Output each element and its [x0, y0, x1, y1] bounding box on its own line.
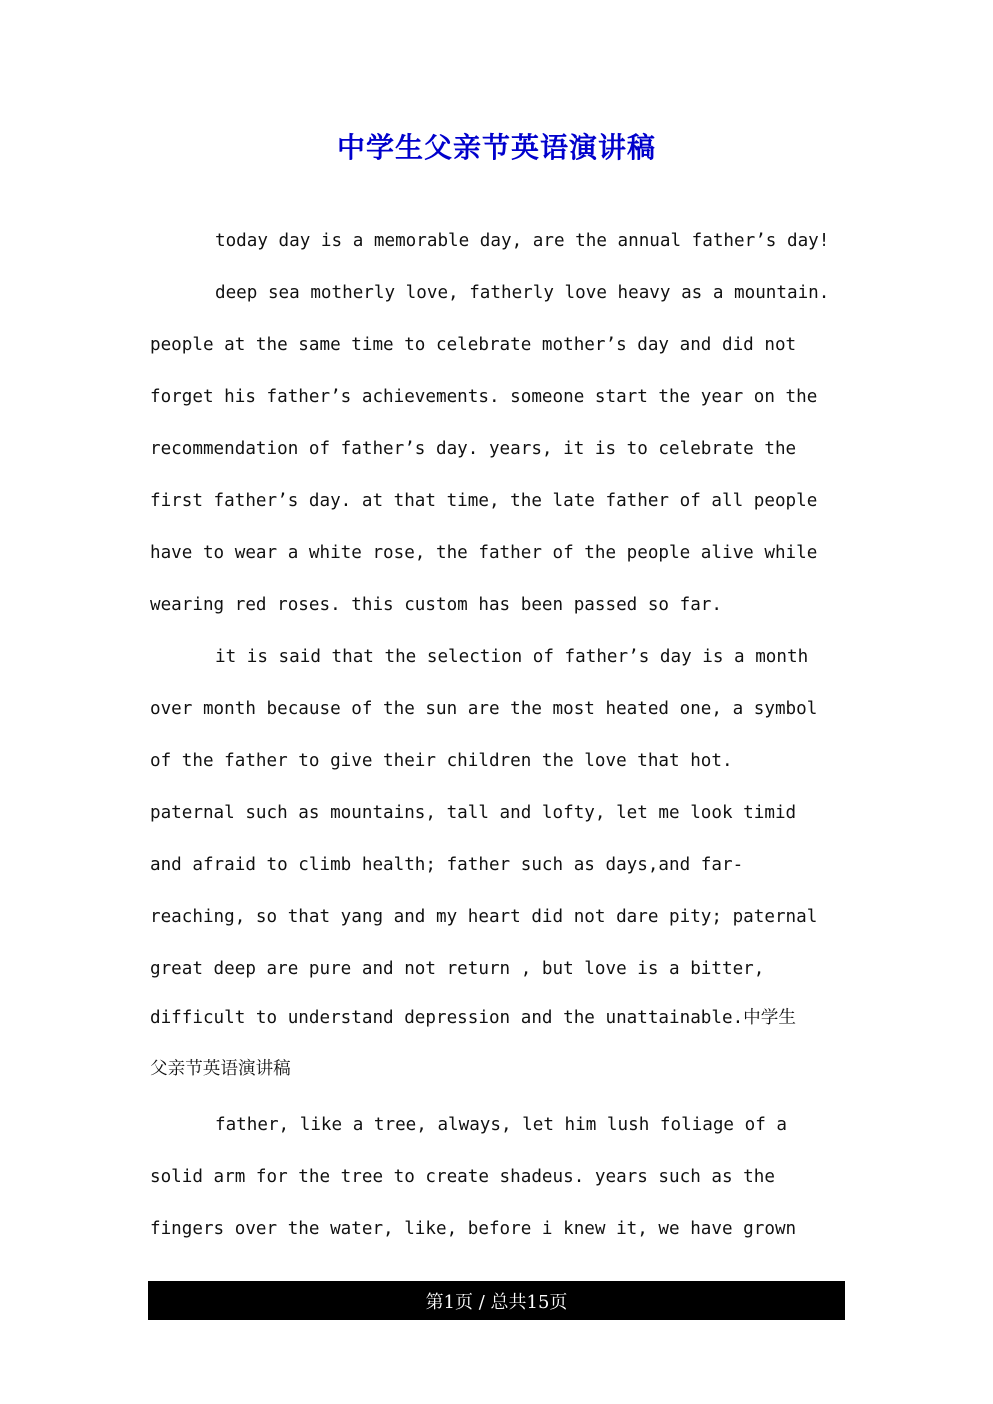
text-line: paternal such as mountains, tall and lofty, let me look timid [150, 803, 797, 823]
text-line: reaching, so that yang and my heart did not dare pity; paternal [150, 907, 818, 927]
text-line: people at the same time to celebrate mother’s day and did not [150, 335, 797, 355]
text-line: wearing red roses. this custom has been passed so far. [150, 595, 722, 615]
text-line: solid arm for the tree to create shadeus. years such as the [150, 1167, 775, 1187]
text-line: father, like a tree, always, let him lush foliage of a [215, 1115, 787, 1135]
page-footer [148, 1281, 845, 1320]
text-line: today day is a memorable day, are the annual father’s day! [215, 231, 830, 251]
text-line: great deep are pure and not return , but love is a bitter, [150, 959, 765, 979]
text-line: 父亲节英语演讲稿 [150, 1059, 291, 1079]
text-line: it is said that the selection of father’s day is a month [215, 647, 809, 667]
text-line: have to wear a white rose, the father of the people alive while [150, 543, 818, 563]
text-line: over month because of the sun are the most heated one, a symbol [150, 699, 818, 719]
text-line: of the father to give their children the love that hot. [150, 751, 733, 771]
text-line: and afraid to climb health; father such as days,and far- [150, 855, 744, 875]
text-line: difficult to understand depression and the unattainable.中学生 [150, 1008, 796, 1028]
text-line: deep sea motherly love, fatherly love heavy as a mountain. [215, 283, 830, 303]
document-title: 中学生父亲节英语演讲稿 [336, 131, 656, 164]
text-line: forget his father’s achievements. someone start the year on the [150, 387, 818, 407]
text-line: fingers over the water, like, before i knew it, we have grown [150, 1219, 797, 1239]
page-number-label: 第1页 / 总共15页 [425, 1291, 568, 1313]
text-line: recommendation of father’s day. years, it is to celebrate the [150, 439, 797, 459]
text-line: first father’s day. at that time, the late father of all people [150, 491, 818, 511]
